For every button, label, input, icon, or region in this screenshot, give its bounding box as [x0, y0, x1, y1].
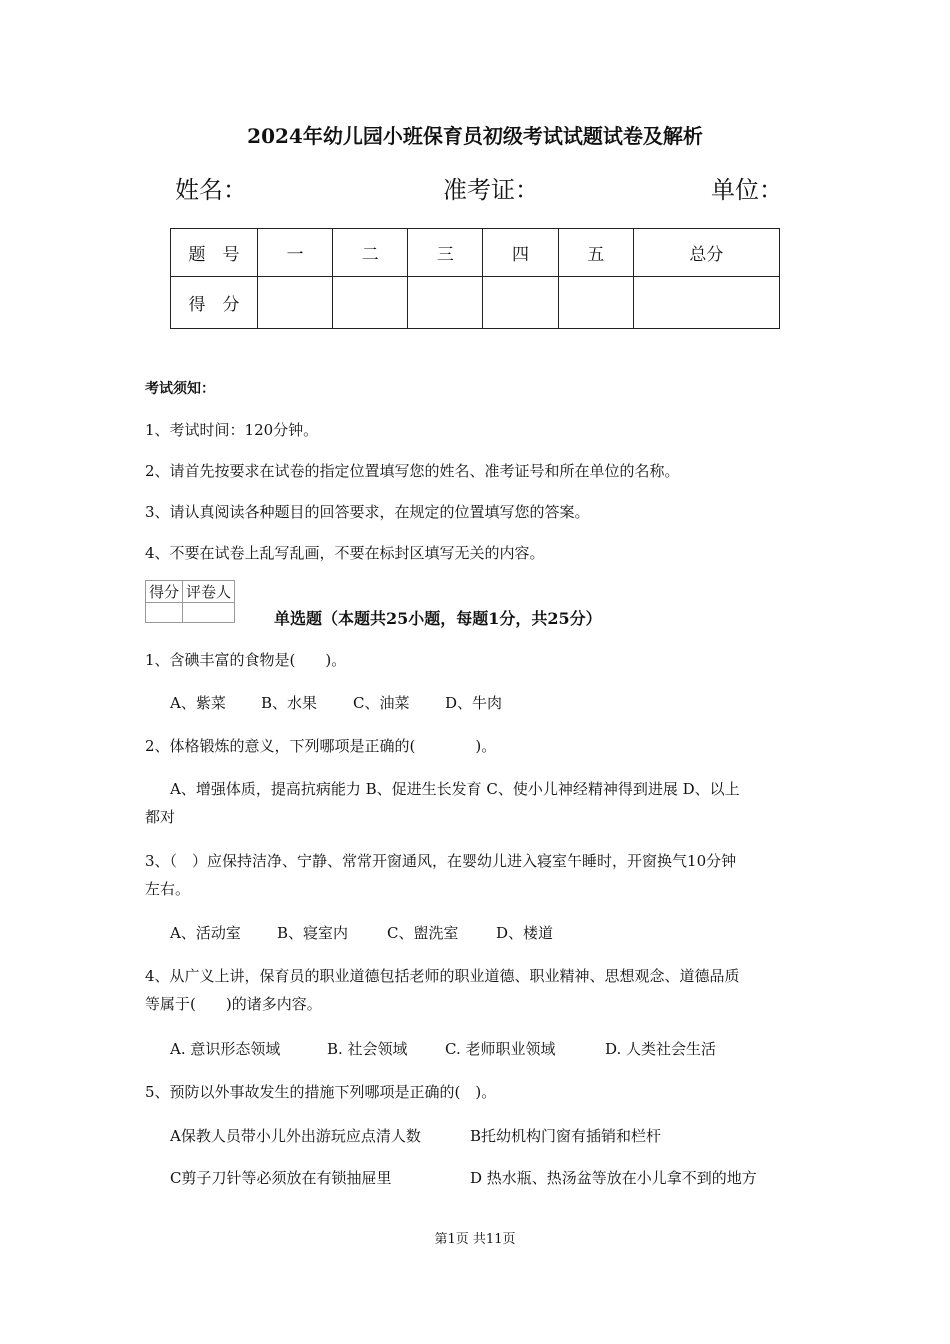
grader-name-label: 评卷人 — [183, 581, 235, 603]
score-table-score-row — [171, 277, 780, 329]
unit-label: 单位： — [711, 176, 783, 204]
option[interactable]: A、紫菜 — [170, 694, 226, 712]
option[interactable]: D、牛肉 — [445, 694, 503, 712]
section-title: 单选题（本题共25小题，每题1分，共25分） — [274, 609, 602, 628]
question-stem: 1、含碘丰富的食物是( )。 — [145, 651, 347, 669]
grader-score-cell[interactable] — [146, 603, 183, 623]
option[interactable]: D 热水瓶、热汤盆等放在小儿拿不到的地方 — [470, 1169, 757, 1187]
option[interactable]: B、寝室内 — [277, 924, 349, 942]
name-label: 姓名： — [175, 176, 247, 204]
header-cell: 四 — [483, 229, 558, 277]
option[interactable]: C剪子刀针等必须放在有锁抽屉里 — [170, 1169, 392, 1187]
score-table-header-row — [171, 229, 780, 277]
question-stem: 5、预防以外事故发生的措施下列哪项是正确的( )。 — [145, 1083, 497, 1101]
question-stem: 等属于( )的诸多内容。 — [145, 995, 322, 1013]
option[interactable]: C、油菜 — [353, 694, 410, 712]
grader-name-cell[interactable] — [183, 603, 235, 623]
score-cell[interactable] — [558, 277, 633, 329]
score-cell[interactable] — [408, 277, 483, 329]
notice-item: 3、请认真阅读各种题目的回答要求，在规定的位置填写您的答案。 — [145, 503, 590, 521]
header-cell: 题 号 — [171, 229, 258, 277]
option[interactable]: C、盥洗室 — [387, 924, 459, 942]
option[interactable]: C. 老师职业领域 — [445, 1040, 556, 1058]
option[interactable]: D、楼道 — [496, 924, 554, 942]
notice-item: 4、不要在试卷上乱写乱画，不要在标封区填写无关的内容。 — [145, 544, 545, 562]
question-stem: 左右。 — [145, 880, 191, 898]
score-table — [170, 228, 780, 329]
score-cell[interactable] — [483, 277, 558, 329]
notice-heading: 考试须知： — [145, 381, 215, 397]
question-stem: 2、体格锻炼的意义，下列哪项是正确的( )。 — [145, 737, 497, 755]
option[interactable]: A保教人员带小儿外出游玩应点清人数 — [170, 1127, 421, 1145]
score-cell[interactable] — [333, 277, 408, 329]
notice-item: 2、请首先按要求在试卷的指定位置填写您的姓名、准考证号和所在单位的名称。 — [145, 462, 680, 480]
ticket-label: 准考证： — [443, 176, 539, 204]
option[interactable]: B托幼机构门窗有插销和栏杆 — [470, 1127, 662, 1145]
score-cell[interactable] — [258, 277, 333, 329]
header-cell: 五 — [558, 229, 633, 277]
option-line[interactable]: A、增强体质，提高抗病能力 B、促进生长发育 C、使小儿神经精神得到进展 D、以上 — [170, 780, 740, 798]
header-cell: 二 — [333, 229, 408, 277]
header-cell: 三 — [408, 229, 483, 277]
option[interactable]: D. 人类社会生活 — [605, 1040, 717, 1058]
option-line[interactable]: 都对 — [145, 808, 176, 826]
notice-item: 1、考试时间：120分钟。 — [145, 421, 319, 439]
grader-score-label: 得分 — [146, 581, 183, 603]
option[interactable]: A、活动室 — [170, 924, 241, 942]
page-footer: 第1页 共11页 — [434, 1232, 516, 1247]
question-stem: 3、（ ）应保持洁净、宁静、常常开窗通风，在婴幼儿进入寝室午睡时，开窗换气10分钟 — [145, 852, 737, 870]
grader-box — [145, 580, 235, 623]
option[interactable]: B、水果 — [261, 694, 318, 712]
header-cell: 一 — [258, 229, 333, 277]
option[interactable]: A. 意识形态领域 — [170, 1040, 281, 1058]
question-stem: 4、从广义上讲，保育员的职业道德包括老师的职业道德、职业精神、思想观念、道德品质 — [145, 967, 740, 985]
score-cell[interactable] — [633, 277, 779, 329]
page-title: 2024年幼儿园小班保育员初级考试试题试卷及解析 — [247, 124, 703, 148]
row-label: 得 分 — [171, 277, 258, 329]
option[interactable]: B. 社会领域 — [327, 1040, 408, 1058]
header-cell: 总分 — [633, 229, 779, 277]
